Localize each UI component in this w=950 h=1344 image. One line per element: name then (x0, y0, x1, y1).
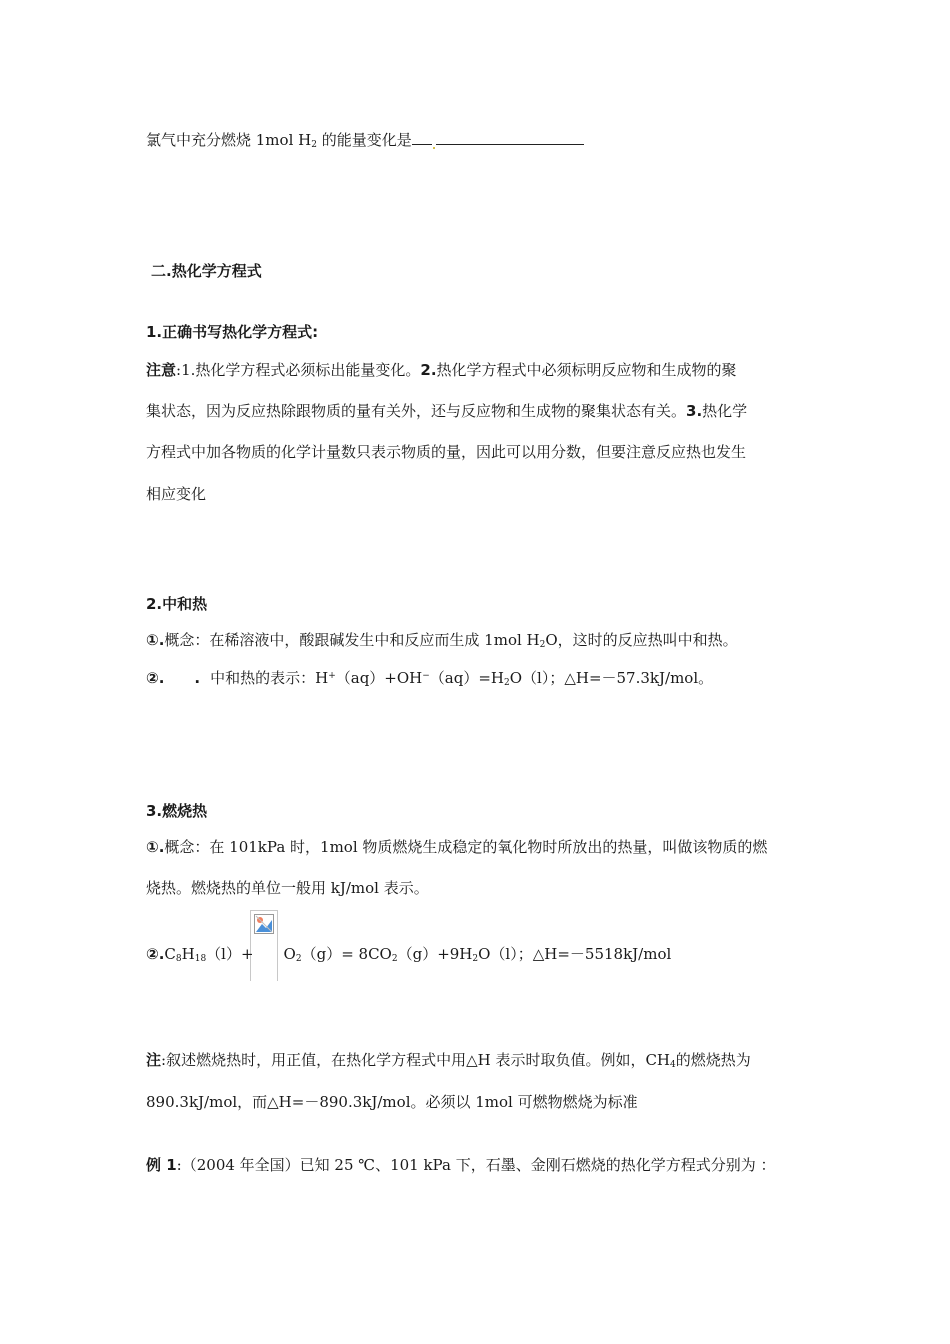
example-1: 例 1:（2004 年全国）已知 25 ℃、101 kPa 下，石墨、金刚石燃烧的热化学方程式分别为 ： (146, 1156, 776, 1174)
note-line2: 集状态，因为反应热除跟物质的量有关外，还与反应物和生成物的聚集状态有关。3.热化学 (146, 402, 748, 420)
note-line4: 相应变化 (146, 485, 207, 503)
note-line1: 注意:1.热化学方程式必须标出能量变化。2.热化学方程式中必须标明反应物和生成物的聚 (146, 361, 737, 379)
answer-blank (412, 130, 432, 145)
combustion-concept-line2: 烧热。燃烧热的单位一般用 kJ/mol 表示。 (146, 879, 429, 897)
note-paragraph-line2: 890.3kJ/mol，而△H=－890.3kJ/mol。必须以 1mol 可燃物燃烧为标准 (146, 1093, 638, 1111)
neutralization-expression: ②. . 中和热的表示：$H^+(aq)+OH^-(aq)=H_2O(l)$；△H=－57.3kJ/mol。 (146, 669, 714, 688)
neutralization-concept: ①.概念：在稀溶液中，酸跟碱发生中和反应而生成 1mol $H_2O$，这时的反应热叫中和热。 (146, 631, 738, 650)
heading-item1: 1.正确书写热化学方程式: (146, 323, 319, 341)
note-paragraph-line1: 注:叙述燃烧热时，用正值，在热化学方程式中用△H 表示时取负值。例如，$CH_4$的燃烧热为 (146, 1051, 751, 1070)
combustion-concept-line1: ①.概念：在 101kPa 时，1mol 物质燃烧生成稳定的氧化物时所放出的热量，叫做该物质的燃 (146, 838, 768, 856)
section-title: 二.热化学方程式 (151, 262, 262, 280)
energy-change-question: 氯气中充分燃烧 1mol $H_2$ 的能量变化是 (146, 130, 584, 155)
answer-blank-long (436, 130, 584, 145)
heading-item2: 2.中和热 (146, 595, 208, 613)
heading-item3: 3.燃烧热 (146, 802, 208, 820)
combustion-equation: $②.C_8H_{18}(l)+ O_2(g)= 8CO_2(g)+9H_2O(l)$；△H=－5518kJ/mol (146, 945, 672, 964)
note-line3: 方程式中加各物质的化学计量数只表示物质的量，因此可以用分数，但要注意反应热也发生 (146, 443, 747, 461)
broken-image-icon (254, 914, 274, 934)
